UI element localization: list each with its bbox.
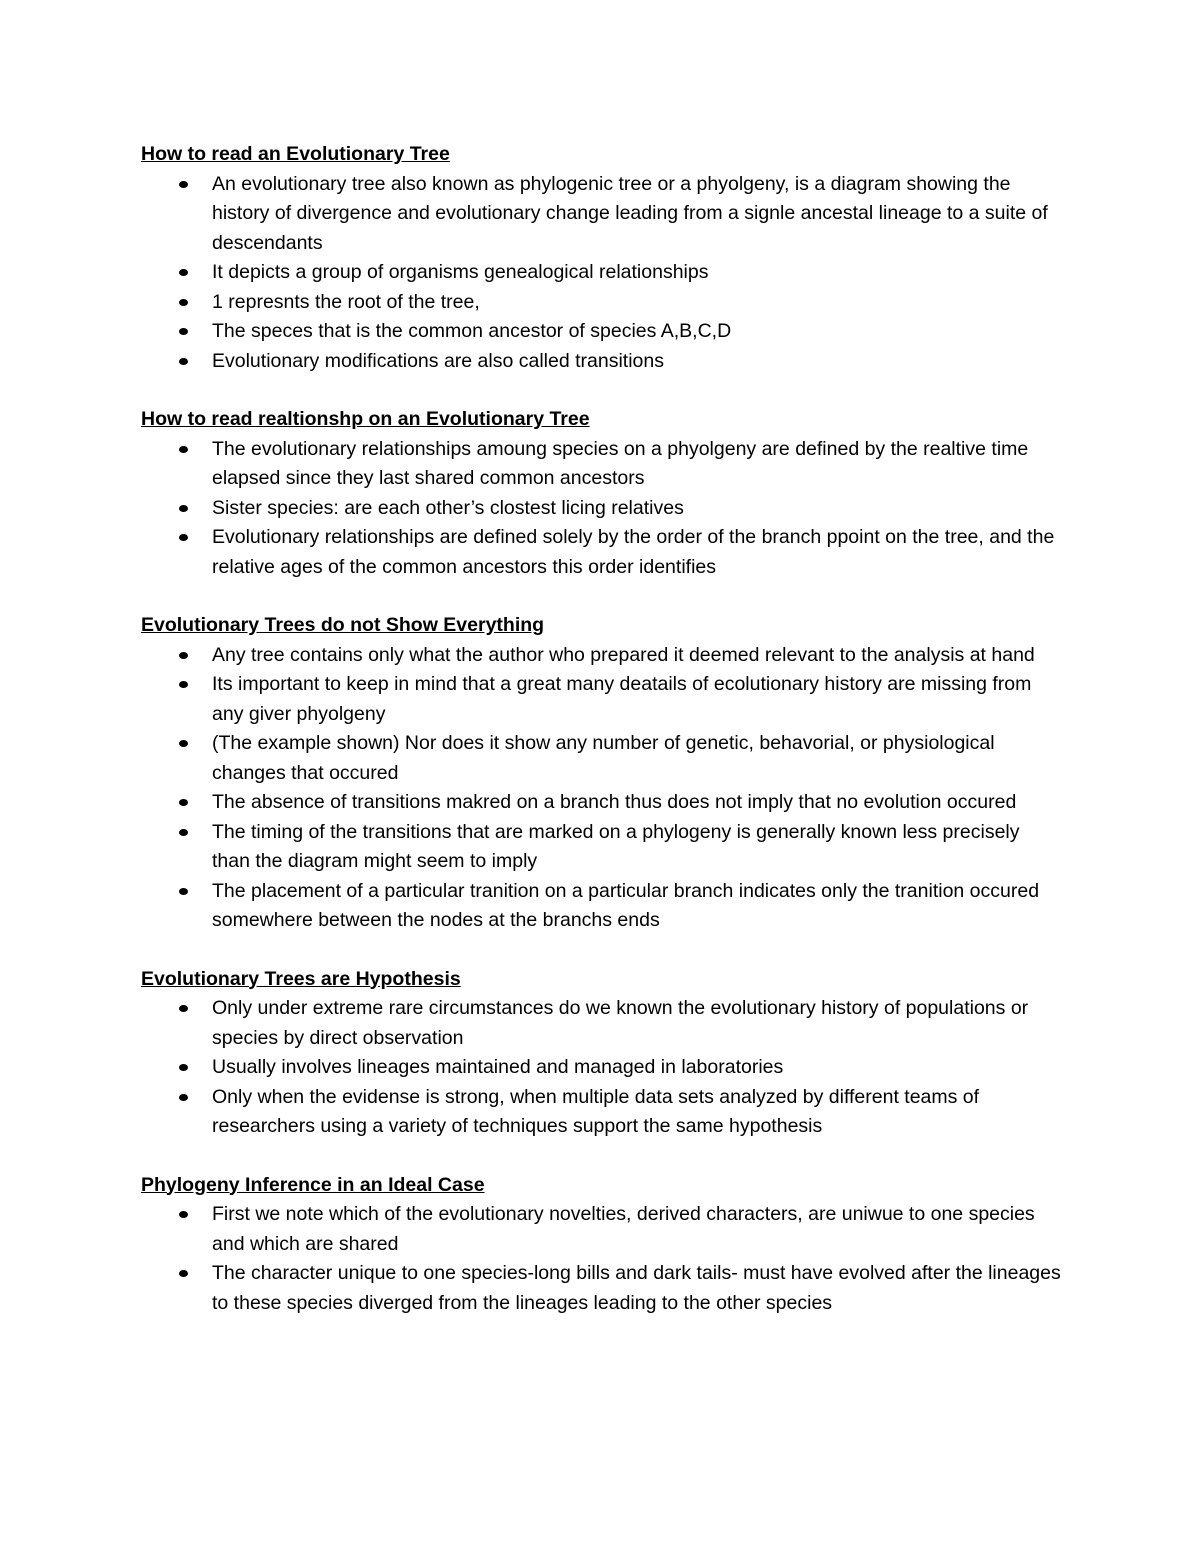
bullet-item <box>141 994 1061 1053</box>
bullet-item <box>141 170 1061 259</box>
section-how-to-read-tree <box>141 140 1061 376</box>
bullet-item <box>141 1200 1061 1259</box>
section-ideal-case <box>141 1171 1061 1319</box>
bullet-item <box>141 670 1061 729</box>
bullet-icon <box>179 269 188 276</box>
bullet-text: It depicts a group of organisms genealogical relationships <box>212 261 709 283</box>
bullet-item <box>141 523 1061 582</box>
bullet-icon <box>179 446 188 453</box>
bullet-text: The speces that is the common ancestor of species A,B,C,D <box>212 320 732 342</box>
bullet-item <box>141 288 1061 318</box>
bullet-icon <box>179 829 188 836</box>
bullet-text: The placement of a particular tranition on a particular branch indicates only the tranition occured somewhere between the nodes at the branchs ends <box>212 879 1040 931</box>
bullet-text: 1 represnts the root of the tree, <box>212 290 480 313</box>
bullet-icon <box>179 299 188 306</box>
bullet-item <box>141 877 1061 936</box>
bullet-icon <box>179 1005 188 1012</box>
bullet-item <box>141 788 1061 818</box>
bullet-icon <box>179 681 188 688</box>
bullet-text: Sister species: are each other’s clostest licing relatives <box>212 496 684 519</box>
bullet-icon <box>179 1094 188 1101</box>
bullet-text: Only under extreme rare circumstances do we known the evolutionary history of populations or species by direct observation <box>212 997 1029 1049</box>
bullet-item <box>141 1053 1061 1083</box>
bullet-item <box>141 258 1061 288</box>
bullet-icon <box>179 740 188 747</box>
document-page <box>141 140 1061 1347</box>
section-heading: Evolutionary Trees do not Show Everything <box>141 614 545 636</box>
bullet-item <box>141 1259 1061 1318</box>
bullet-list <box>141 641 1061 936</box>
bullet-list <box>141 435 1061 583</box>
bullet-icon <box>179 328 188 335</box>
bullet-text: The absence of transitions makred on a branch thus does not imply that no evolution occured <box>212 791 1017 813</box>
section-not-show-everything <box>141 611 1061 936</box>
section-heading: How to read an Evolutionary Tree <box>141 143 450 165</box>
bullet-icon <box>179 652 188 659</box>
bullet-text: An evolutionary tree also known as phylogenic tree or a phyolgeny, is a diagram showing the history of divergence and evolutionary change leading from a signle ancestal lineage to a suite of descendants <box>212 172 1048 254</box>
section-hypothesis <box>141 965 1061 1142</box>
bullet-item <box>141 1083 1061 1142</box>
bullet-text: Any tree contains only what the author who prepared it deemed relevant to the analysis at hand <box>212 643 1035 666</box>
bullet-item <box>141 347 1061 377</box>
bullet-text: The timing of the transitions that are marked on a phylogeny is generally known less precisely than the diagram might seem to imply <box>212 820 1020 872</box>
bullet-icon <box>179 358 188 365</box>
section-relationships <box>141 405 1061 582</box>
bullet-text: Only when the evidense is strong, when multiple data sets analyzed by different teams of researchers using a variety of techniques support the same hypothesis <box>212 1085 980 1137</box>
bullet-text: Evolutionary relationships are defined solely by the order of the branch ppoint on the tree, and the relative ages of the common ancestors this order identifies <box>212 526 1055 578</box>
bullet-item <box>141 317 1061 347</box>
bullet-item <box>141 818 1061 877</box>
bullet-text: The character unique to one species-long bills and dark tails- must have evolved after the lineages to these species diverged from the lineages leading to the other species <box>212 1262 1061 1314</box>
bullet-icon <box>179 181 188 188</box>
section-heading: How to read realtionshp on an Evolutionary Tree <box>141 408 590 430</box>
bullet-item <box>141 494 1061 524</box>
bullet-text: First we note which of the evolutionary novelties, derived characters, are uniwue to one species and which are shared <box>212 1203 1035 1255</box>
bullet-item <box>141 641 1061 671</box>
bullet-icon <box>179 505 188 512</box>
bullet-text: Its important to keep in mind that a great many deatails of ecolutionary history are missing from any giver phyolgeny <box>212 673 1032 725</box>
bullet-item <box>141 729 1061 788</box>
bullet-text: The evolutionary relationships amoung species on a phyolgeny are defined by the realtive time elapsed since they last shared common ancestors <box>212 437 1029 489</box>
bullet-icon <box>179 1211 188 1218</box>
bullet-item <box>141 435 1061 494</box>
bullet-text: Usually involves lineages maintained and managed in laboratories <box>212 1056 784 1078</box>
bullet-text: Evolutionary modifications are also called transitions <box>212 349 664 372</box>
bullet-icon <box>179 888 188 895</box>
section-heading: Phylogeny Inference in an Ideal Case <box>141 1173 485 1196</box>
bullet-list <box>141 170 1061 377</box>
bullet-text: (The example shown) Nor does it show any number of genetic, behavorial, or physiological changes that occured <box>212 732 995 784</box>
bullet-icon <box>179 534 188 541</box>
bullet-icon <box>179 1270 188 1277</box>
bullet-list <box>141 994 1061 1142</box>
section-heading: Evolutionary Trees are Hypothesis <box>141 967 461 990</box>
bullet-icon <box>179 799 188 806</box>
bullet-icon <box>179 1064 188 1071</box>
bullet-list <box>141 1200 1061 1318</box>
